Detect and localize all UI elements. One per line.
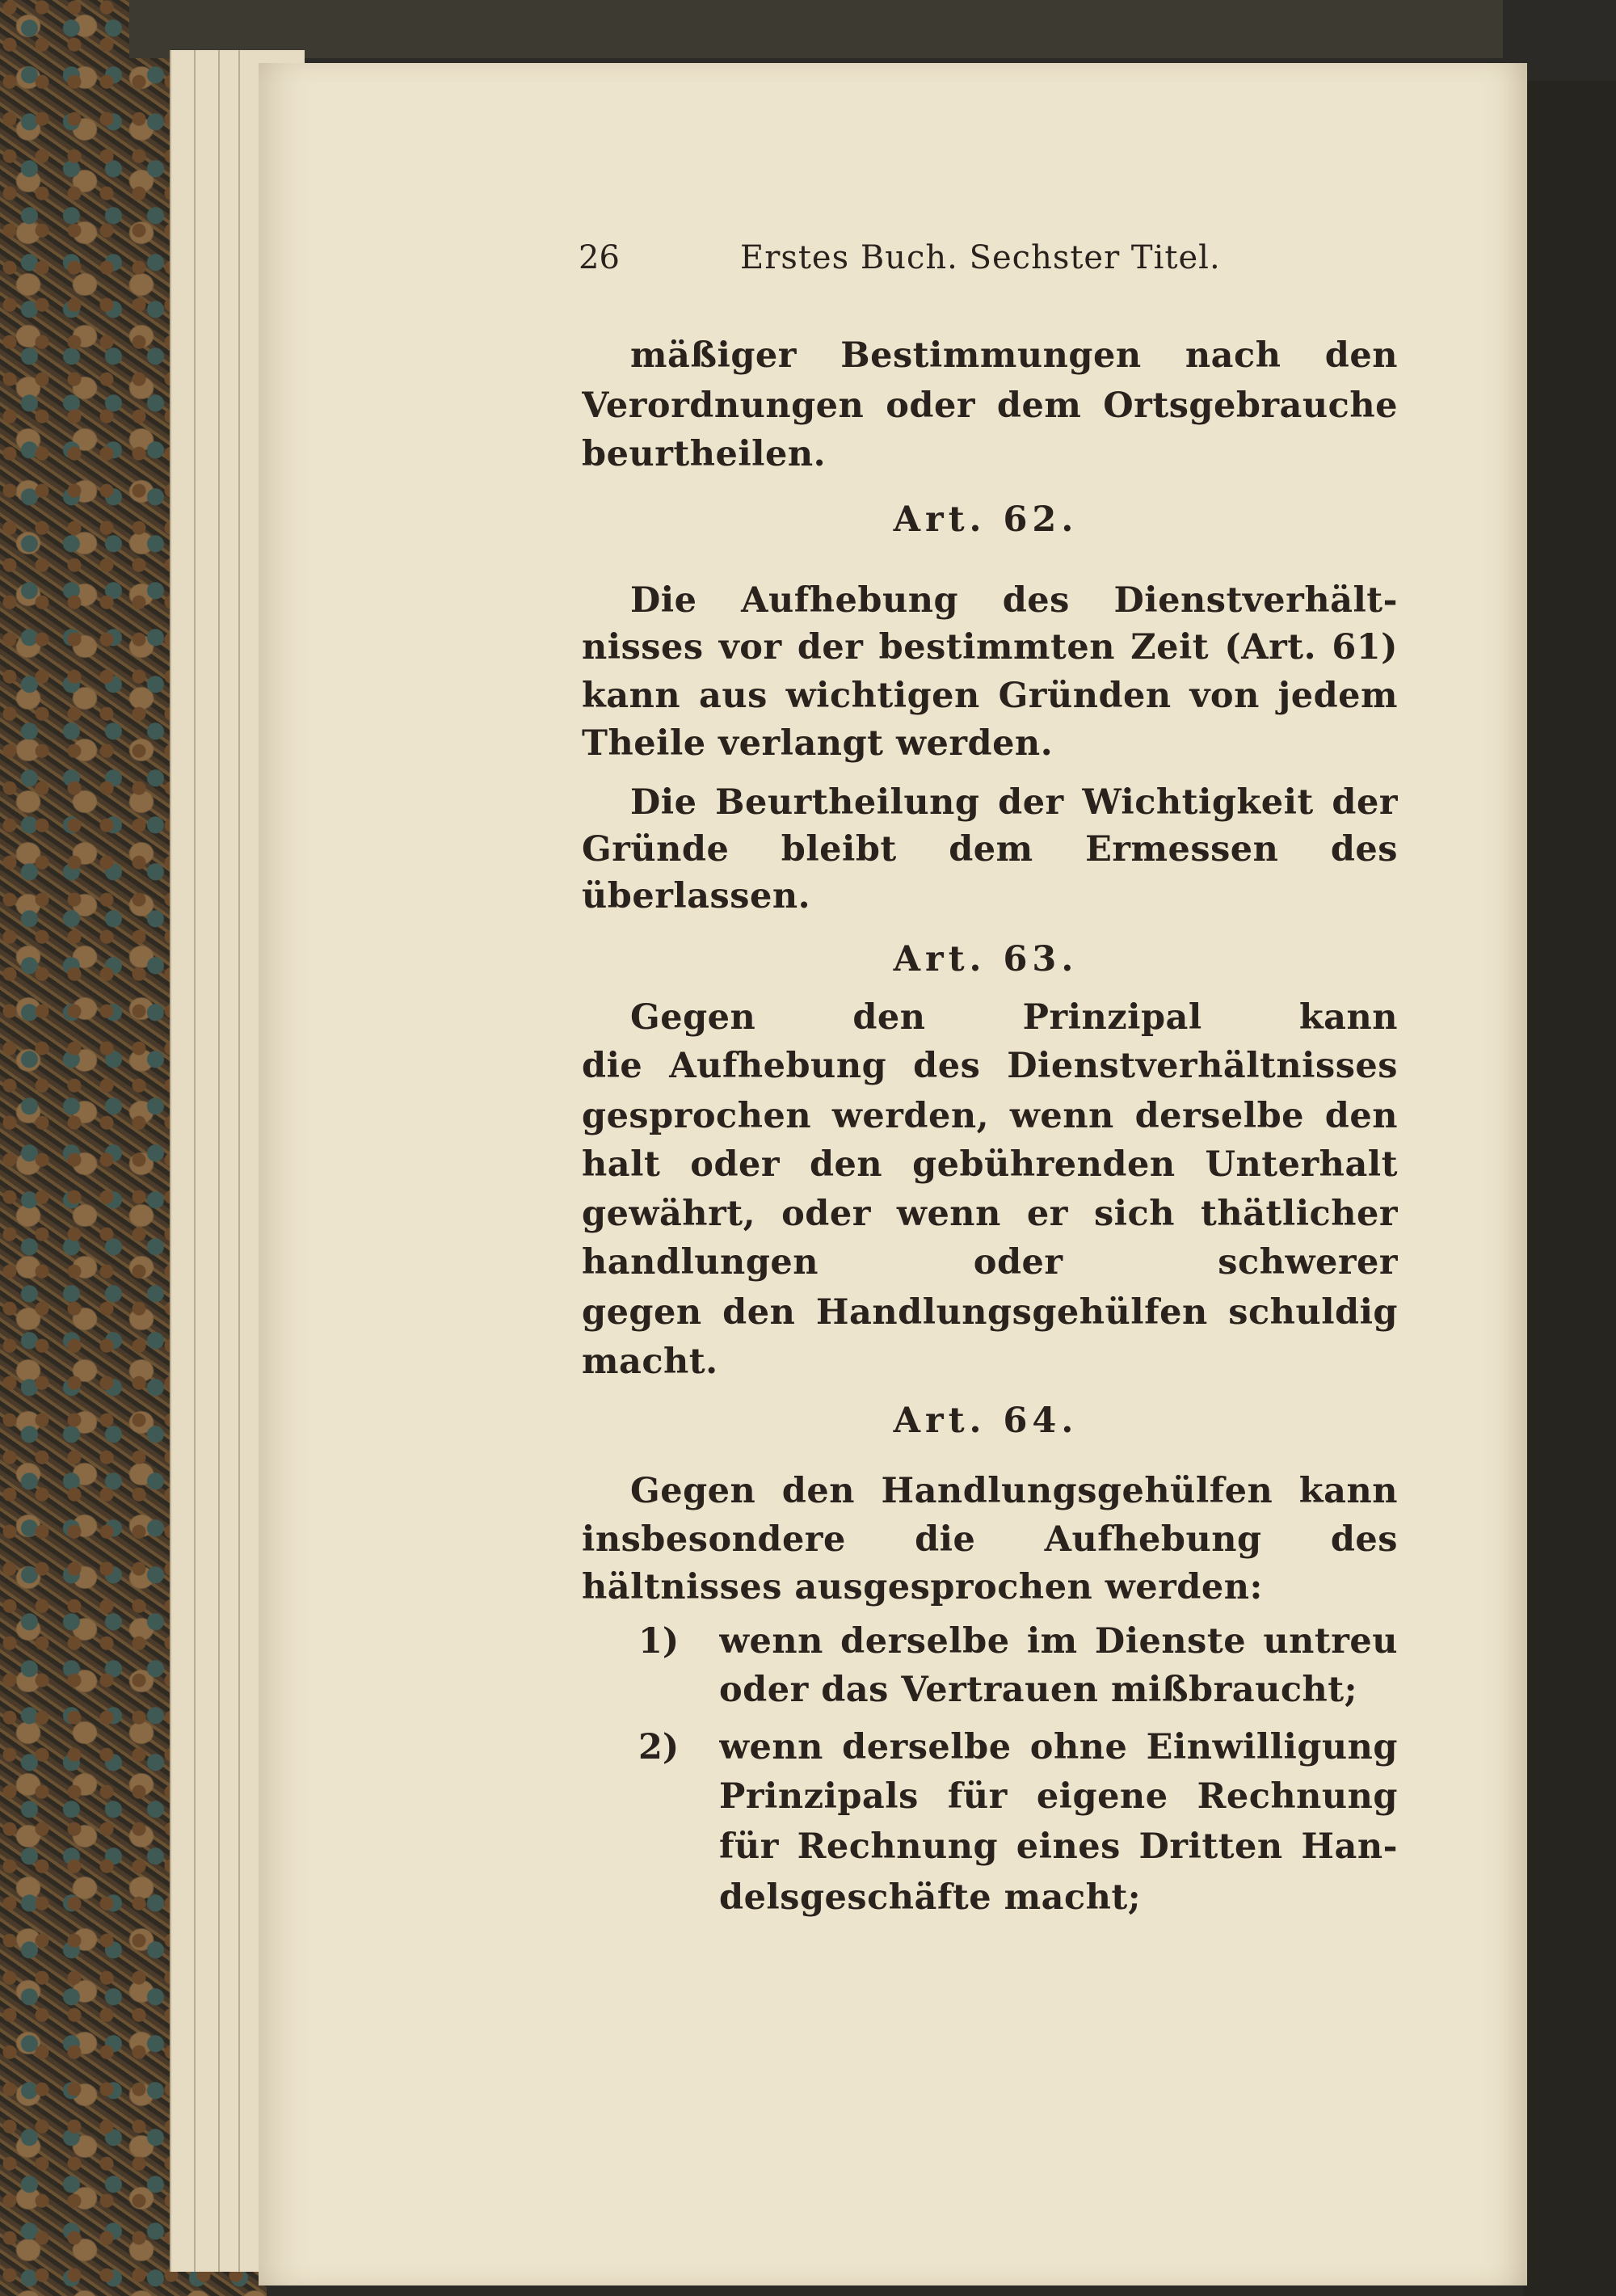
text-line: Die Aufhebung des Dienstverhält- — [630, 580, 1398, 621]
text-line: gegen den Handlungsgehülfen schuldig — [582, 1292, 1398, 1333]
text-line: halt oder den gebührenden Unterhalt — [582, 1144, 1398, 1185]
text-line: kann aus wichtigen Gründen von jedem — [582, 676, 1398, 716]
text-line: hältnisses ausgesprochen werden: — [582, 1567, 1263, 1607]
article-heading: Art. 62. — [893, 499, 1079, 540]
text-line: überlassen. — [582, 876, 811, 916]
text-line: Die Beurtheilung der Wichtigkeit der — [630, 782, 1398, 823]
book-top-edge — [129, 0, 1503, 58]
list-item-line: wenn derselbe im Dienste untreu — [719, 1621, 1398, 1662]
text-line: nisses vor der bestimmten Zeit (Art. 61) — [582, 627, 1398, 668]
list-item-line: delsgeschäfte macht; — [719, 1877, 1142, 1918]
list-item-line: wenn derselbe ohne Einwilligung — [719, 1727, 1398, 1767]
text-line: handlungen oder schwerer — [582, 1242, 1398, 1283]
list-item-line: Prinzipals für eigene Rechnung — [719, 1776, 1398, 1817]
text-line: Theile verlangt werden. — [582, 723, 1054, 764]
text-line: mäßiger Bestimmungen nach den — [630, 335, 1398, 376]
text-line: Verordnungen oder dem Ortsgebrauche — [582, 385, 1398, 426]
list-item-number: 2) — [638, 1727, 680, 1767]
article-heading: Art. 63. — [893, 939, 1079, 979]
text-line: Gegen den Prinzipal kann — [630, 997, 1398, 1038]
running-title: Erstes Buch. Sechster Titel. — [740, 239, 1221, 276]
background — [1523, 81, 1616, 2296]
list-item-number: 1) — [638, 1621, 680, 1662]
page-number: 26 — [579, 239, 620, 276]
text-line: gesprochen werden, wenn derselbe den — [582, 1096, 1398, 1136]
text-line: Gründe bleibt dem Ermessen des — [582, 829, 1398, 870]
article-heading: Art. 64. — [893, 1401, 1079, 1441]
text-line: die Aufhebung des Dienstverhältnisses — [582, 1046, 1398, 1086]
list-item-line: oder das Vertrauen mißbraucht; — [719, 1670, 1358, 1710]
text-line: insbesondere die Aufhebung des — [582, 1519, 1398, 1560]
list-item-line: für Rechnung eines Dritten Han- — [719, 1826, 1398, 1867]
running-header — [579, 239, 1241, 280]
text-line: gewährt, oder wenn er sich thätlicher — [582, 1194, 1398, 1234]
text-line: macht. — [582, 1342, 718, 1382]
text-line: beurtheilen. — [582, 434, 827, 474]
text-line: Gegen den Handlungsgehülfen kann — [630, 1471, 1398, 1511]
